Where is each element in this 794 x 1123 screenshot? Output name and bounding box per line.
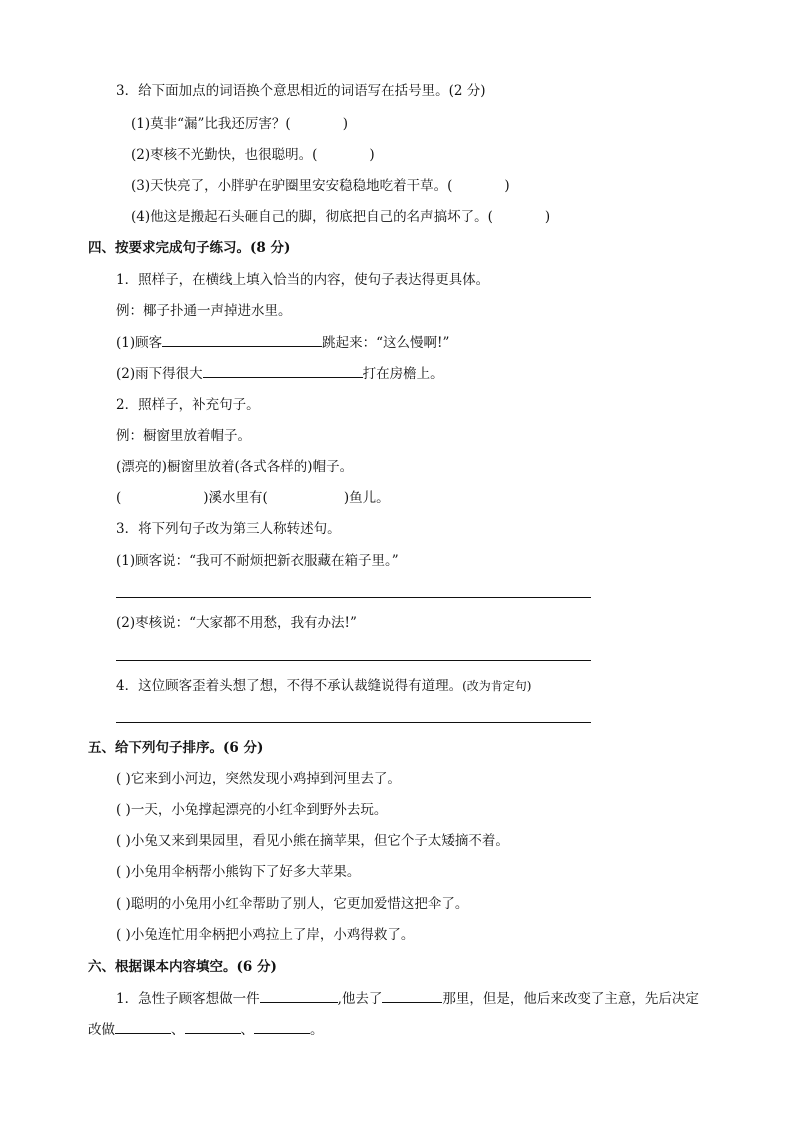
s5-item[interactable]: ( )一天，小兔撑起漂亮的小红伞到野外去玩。: [116, 802, 388, 818]
s4-p1-line-b: [116, 364, 444, 383]
section-5-header: 五、给下列句子排序。(6 分): [88, 740, 264, 756]
paren-close: ): [544, 209, 551, 225]
s4-p3-sentence-2: (2)枣核说：“大家都不用愁，我有办法!”: [116, 615, 357, 631]
fill-blank[interactable]: [115, 1020, 171, 1034]
s6-line-2: [88, 1020, 324, 1039]
s6-line-2-part-a: 改做: [88, 1022, 115, 1038]
answer-line[interactable]: [116, 660, 591, 661]
separator: 、: [240, 1022, 254, 1038]
s4-p4-text: 4．这位顾客歪着头想了想，不得不承认裁缝说得有道理。: [116, 678, 463, 694]
s4-p1-line-a: [116, 333, 449, 352]
s4-p2-example: 例：橱窗里放着帽子。: [116, 428, 251, 444]
fill-blank[interactable]: [162, 333, 322, 347]
s6-line-1-part-a: 1．急性子顾客想做一件: [116, 991, 260, 1007]
q3-item-1-text: (1)莫非“漏”比我还厉害？(: [131, 116, 291, 132]
s5-item[interactable]: ( )小兔用伞柄帮小熊钩下了好多大苹果。: [116, 864, 361, 880]
line-end: 。: [310, 1022, 324, 1038]
s5-item[interactable]: ( )它来到小河边，突然发现小鸡掉到河里去了。: [116, 771, 401, 787]
s4-p3-sentence-1: (1)顾客说：“我可不耐烦把新衣服藏在箱子里。”: [116, 553, 399, 569]
s4-p4: [116, 677, 531, 695]
fill-end: )鱼儿。: [343, 490, 390, 506]
line-b-prefix: (2)雨下得很大: [116, 366, 203, 382]
line-a-prefix: (1)顾客: [116, 335, 163, 351]
line-a-suffix: 跳起来：“这么慢啊!”: [322, 335, 450, 351]
s5-item[interactable]: ( )小兔又来到果园里，看见小熊在摘苹果，但它个子太矮摘不着。: [116, 833, 509, 849]
fill-blank[interactable]: [382, 989, 442, 1003]
s6-line-1-part-b: ,他去了: [337, 991, 383, 1007]
q3-item-4: [131, 208, 550, 226]
fill-middle: )溪水里有(: [203, 490, 268, 506]
s4-p2-sample: (漂亮的)橱窗里放着(各式各样的)帽子。: [116, 459, 354, 475]
s4-p2-fill: [116, 489, 390, 507]
q3-item-2: [131, 146, 375, 164]
line-b-suffix: 打在房檐上。: [362, 366, 444, 382]
fill-blank[interactable]: [254, 1020, 310, 1034]
section-6-header: 六、根据课本内容填空。(6 分): [88, 959, 277, 975]
fill-blank[interactable]: [260, 989, 338, 1003]
s6-line-1-part-c: 那里，但是，他后来改变了主意，先后决定: [442, 991, 699, 1007]
separator: 、: [171, 1022, 185, 1038]
s5-item[interactable]: ( )小兔连忙用伞柄把小鸡拉上了岸，小鸡得救了。: [116, 927, 415, 943]
s6-line-1: [116, 989, 699, 1008]
s4-p1-instruction: 1．照样子，在横线上填入恰当的内容，使句子表达得更具体。: [116, 272, 490, 288]
s5-item[interactable]: ( )聪明的小兔用小红伞帮助了别人，它更加爱惜这把伞了。: [116, 896, 469, 912]
q3-title: 3．给下面加点的词语换个意思相近的词语写在括号里。(2 分): [116, 83, 486, 99]
paren-open: (: [116, 490, 122, 506]
s4-p2-instruction: 2．照样子，补充句子。: [116, 397, 260, 413]
s4-p1-example: 例：椰子扑通一声掉进水里。: [116, 303, 292, 319]
answer-line[interactable]: [116, 722, 591, 723]
section-4-header: 四、按要求完成句子练习。(8 分): [88, 240, 291, 256]
paren-close: ): [504, 178, 510, 194]
s4-p3-instruction: 3．将下列句子改为第三人称转述句。: [116, 521, 341, 537]
q3-item-4-text: (4)他这是搬起石头砸自己的脚，彻底把自己的名声搞坏了。(: [131, 209, 493, 225]
s4-p4-note: (改为肯定句): [462, 679, 532, 693]
fill-blank[interactable]: [185, 1020, 241, 1034]
q3-item-3: [131, 177, 510, 195]
q3-item-2-text: (2)枣核不光勤快，也很聪明。(: [131, 147, 318, 163]
q3-item-1: [131, 115, 348, 133]
q3-item-3-text: (3)天快亮了，小胖驴在驴圈里安安稳稳地吃着干草。(: [131, 178, 453, 194]
paren-close: ): [369, 147, 375, 163]
answer-line[interactable]: [116, 597, 591, 598]
fill-blank[interactable]: [203, 364, 363, 378]
paren-close: ): [342, 116, 348, 132]
